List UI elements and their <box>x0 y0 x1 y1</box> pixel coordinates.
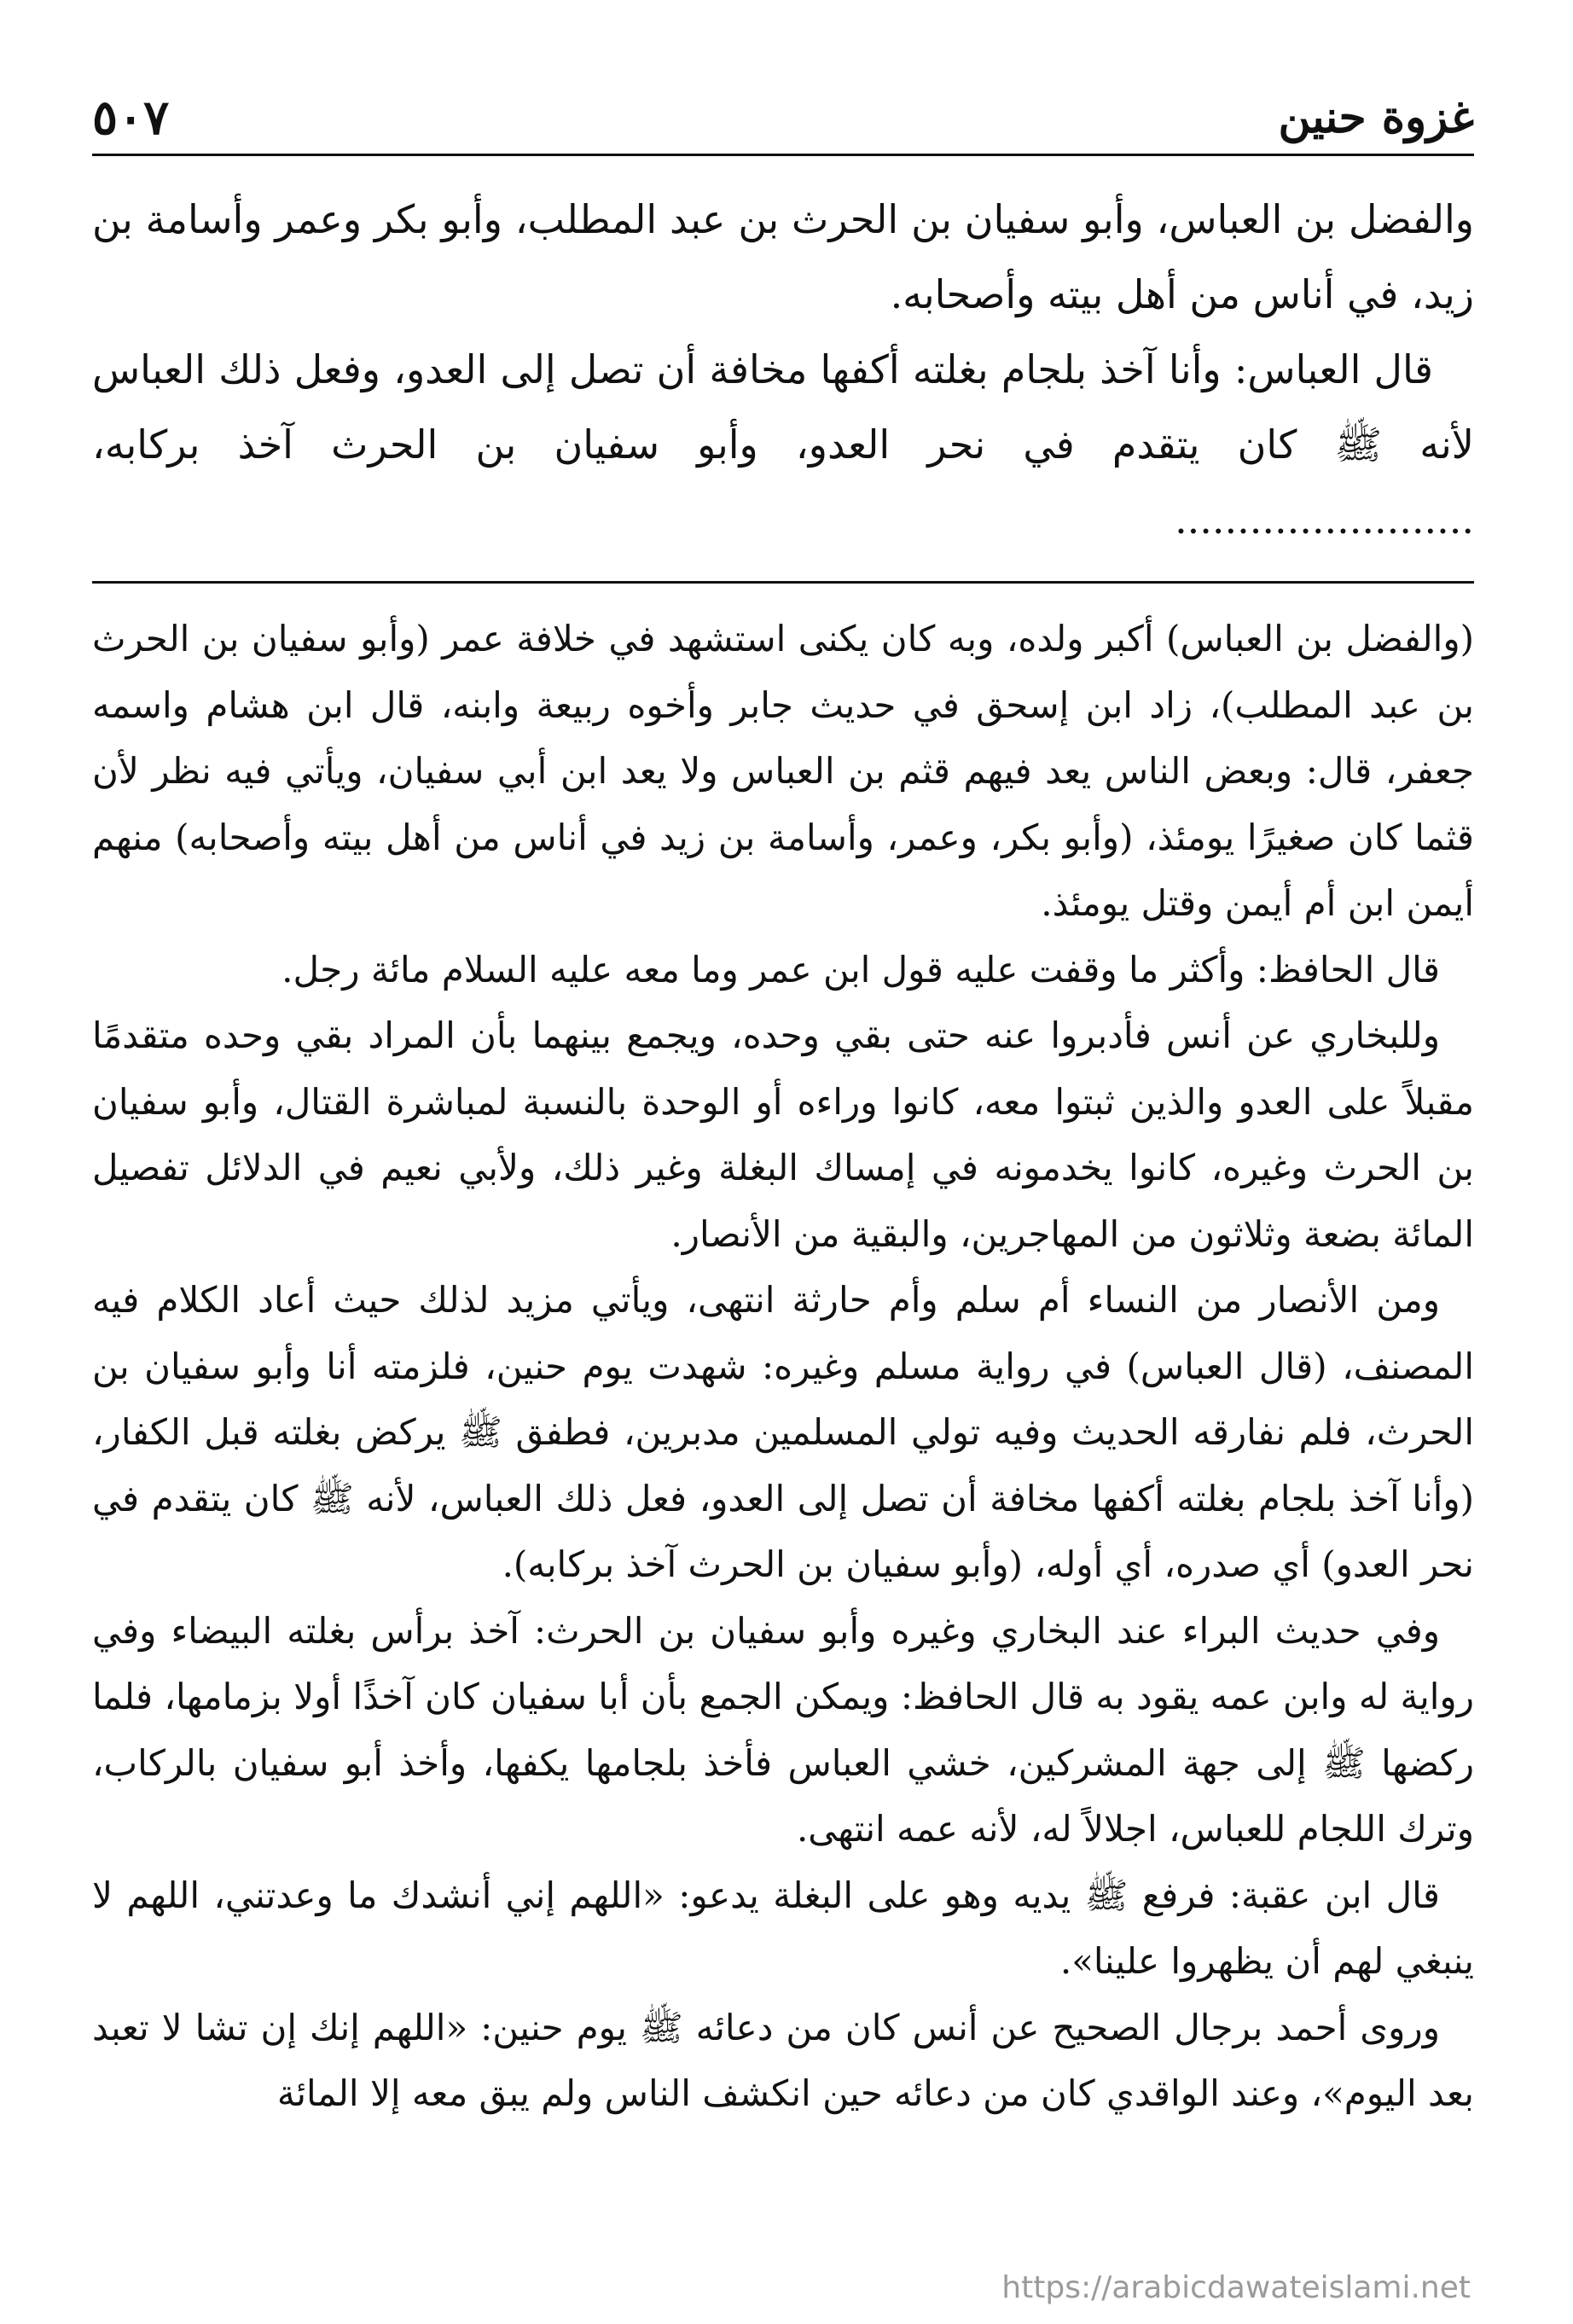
commentary-paragraph: وفي حديث البراء عند البخاري وغيره وأبو سفيان بن الحرث: آخذ برأس بغلته البيضاء وفي رواية له وابن عمه يقود به قال الحافظ: ويمكن الجمع بأن أبا سفيان كان آخذًا أولا بزمامها، فلما ركضها ﷺ إلى جهة المشركين، خشي العباس فأخذ بلجامها يكفها، وأخذ أبو سفيان بالركاب، وترك اللجام للعباس، اجلالاً له، لأنه عمه انتهى. <box>92 1609 1474 1850</box>
header-rule <box>92 154 1474 156</box>
book-page <box>92 81 1474 2299</box>
main-paragraph: والفضل بن العباس، وأبو سفيان بن الحرث بن عبد المطلب، وأبو بكر وعمر وأسامة بن زيد، في أناس من أهل بيته وأصحابه. <box>92 196 1474 317</box>
watermark-url: https://arabicdawateislami.net <box>1001 2270 1471 2305</box>
commentary-paragraph: وللبخاري عن أنس فأدبروا عنه حتى بقي وحده، ويجمع بينهما بأن المراد بقي وحده متقدمًا مقبلاً على العدو والذين ثبتوا معه، كانوا وراءه أو الوحدة بالنسبة لمباشرة القتال، وأبو سفيان بن الحرث وغيره، كانوا يخدمونه في إمساك البغلة وغير ذلك، ولأبي نعيم في الدلائل تفصيل المائة بضعة وثلاثون من المهاجرين، والبقية من الأنصار. <box>92 1014 1474 1255</box>
running-header <box>92 81 1474 154</box>
commentary-paragraph: وروى أحمد برجال الصحيح عن أنس كان من دعائه ﷺ يوم حنين: «اللهم إنك إن تشا لا تعبد بعد اليوم»، وعند الواقدي كان من دعائه حين انكشف الناس ولم يبق معه إلا المائة <box>92 2006 1474 2114</box>
commentary-divider <box>92 581 1474 584</box>
commentary-paragraph: ومن الأنصار من النساء أم سلم وأم حارثة انتهى، ويأتي مزيد لذلك حيث أعاد الكلام فيه المصنف، (قال العباس) في رواية مسلم وغيره: شهدت يوم حنين، فلزمته أنا وأبو سفيان بن الحرث، فلم نفارقه الحديث وفيه تولي المسلمين مدبرين، فطفق ﷺ يركض بغلته قبل الكفار، (وأنا آخذ بلجام بغلته أكفها مخافة أن تصل إلى العدو، فعل ذلك العباس، لأنه ﷺ كان يتقدم في نحر العدو) أي صدره، أي أوله، (وأبو سفيان بن الحرث آخذ بركابه). <box>92 1279 1475 1585</box>
commentary-paragraph: قال الحافظ: وأكثر ما وقفت عليه قول ابن عمر وما معه عليه السلام مائة رجل. <box>282 948 1440 991</box>
main-text <box>92 182 1474 557</box>
ellipsis-dots: ........................ <box>1175 497 1474 543</box>
commentary-text <box>92 606 1474 2127</box>
main-paragraph: قال العباس: وأنا آخذ بلجام بغلته أكفها مخافة أن تصل إلى العدو، وفعل ذلك العباس لأنه ﷺ كان يتقدم في نحر العدو، وأبو سفيان بن الحرث آخذ بركابه، ........................ <box>92 346 1474 543</box>
page-number: ٥٠٧ <box>92 89 170 146</box>
commentary-paragraph: (والفضل بن العباس) أكبر ولده، وبه كان يكنى استشهد في خلافة عمر (وأبو سفيان بن الحرث بن عبد المطلب)، زاد ابن إسحق في حديث جابر وأخوه ربيعة وابنه، قال ابن هشام واسمه جعفر، قال: وبعض الناس يعد فيهم قثم بن العباس ولا يعد ابن أبي سفيان، ويأتي فيه نظر لأن قثما كان صغيرًا يومئذ، (وأبو بكر، وعمر، وأسامة بن زيد في أناس من أهل بيته وأصحابه) منهم أيمن ابن أم أيمن وقتل يومئذ. <box>92 618 1474 924</box>
chapter-title: غزوة حنين <box>1278 91 1474 143</box>
commentary-paragraph: قال ابن عقبة: فرفع ﷺ يديه وهو على البغلة يدعو: «اللهم إني أنشدك ما وعدتني، اللهم لا ينبغي لهم أن يظهروا علينا». <box>92 1874 1474 1982</box>
